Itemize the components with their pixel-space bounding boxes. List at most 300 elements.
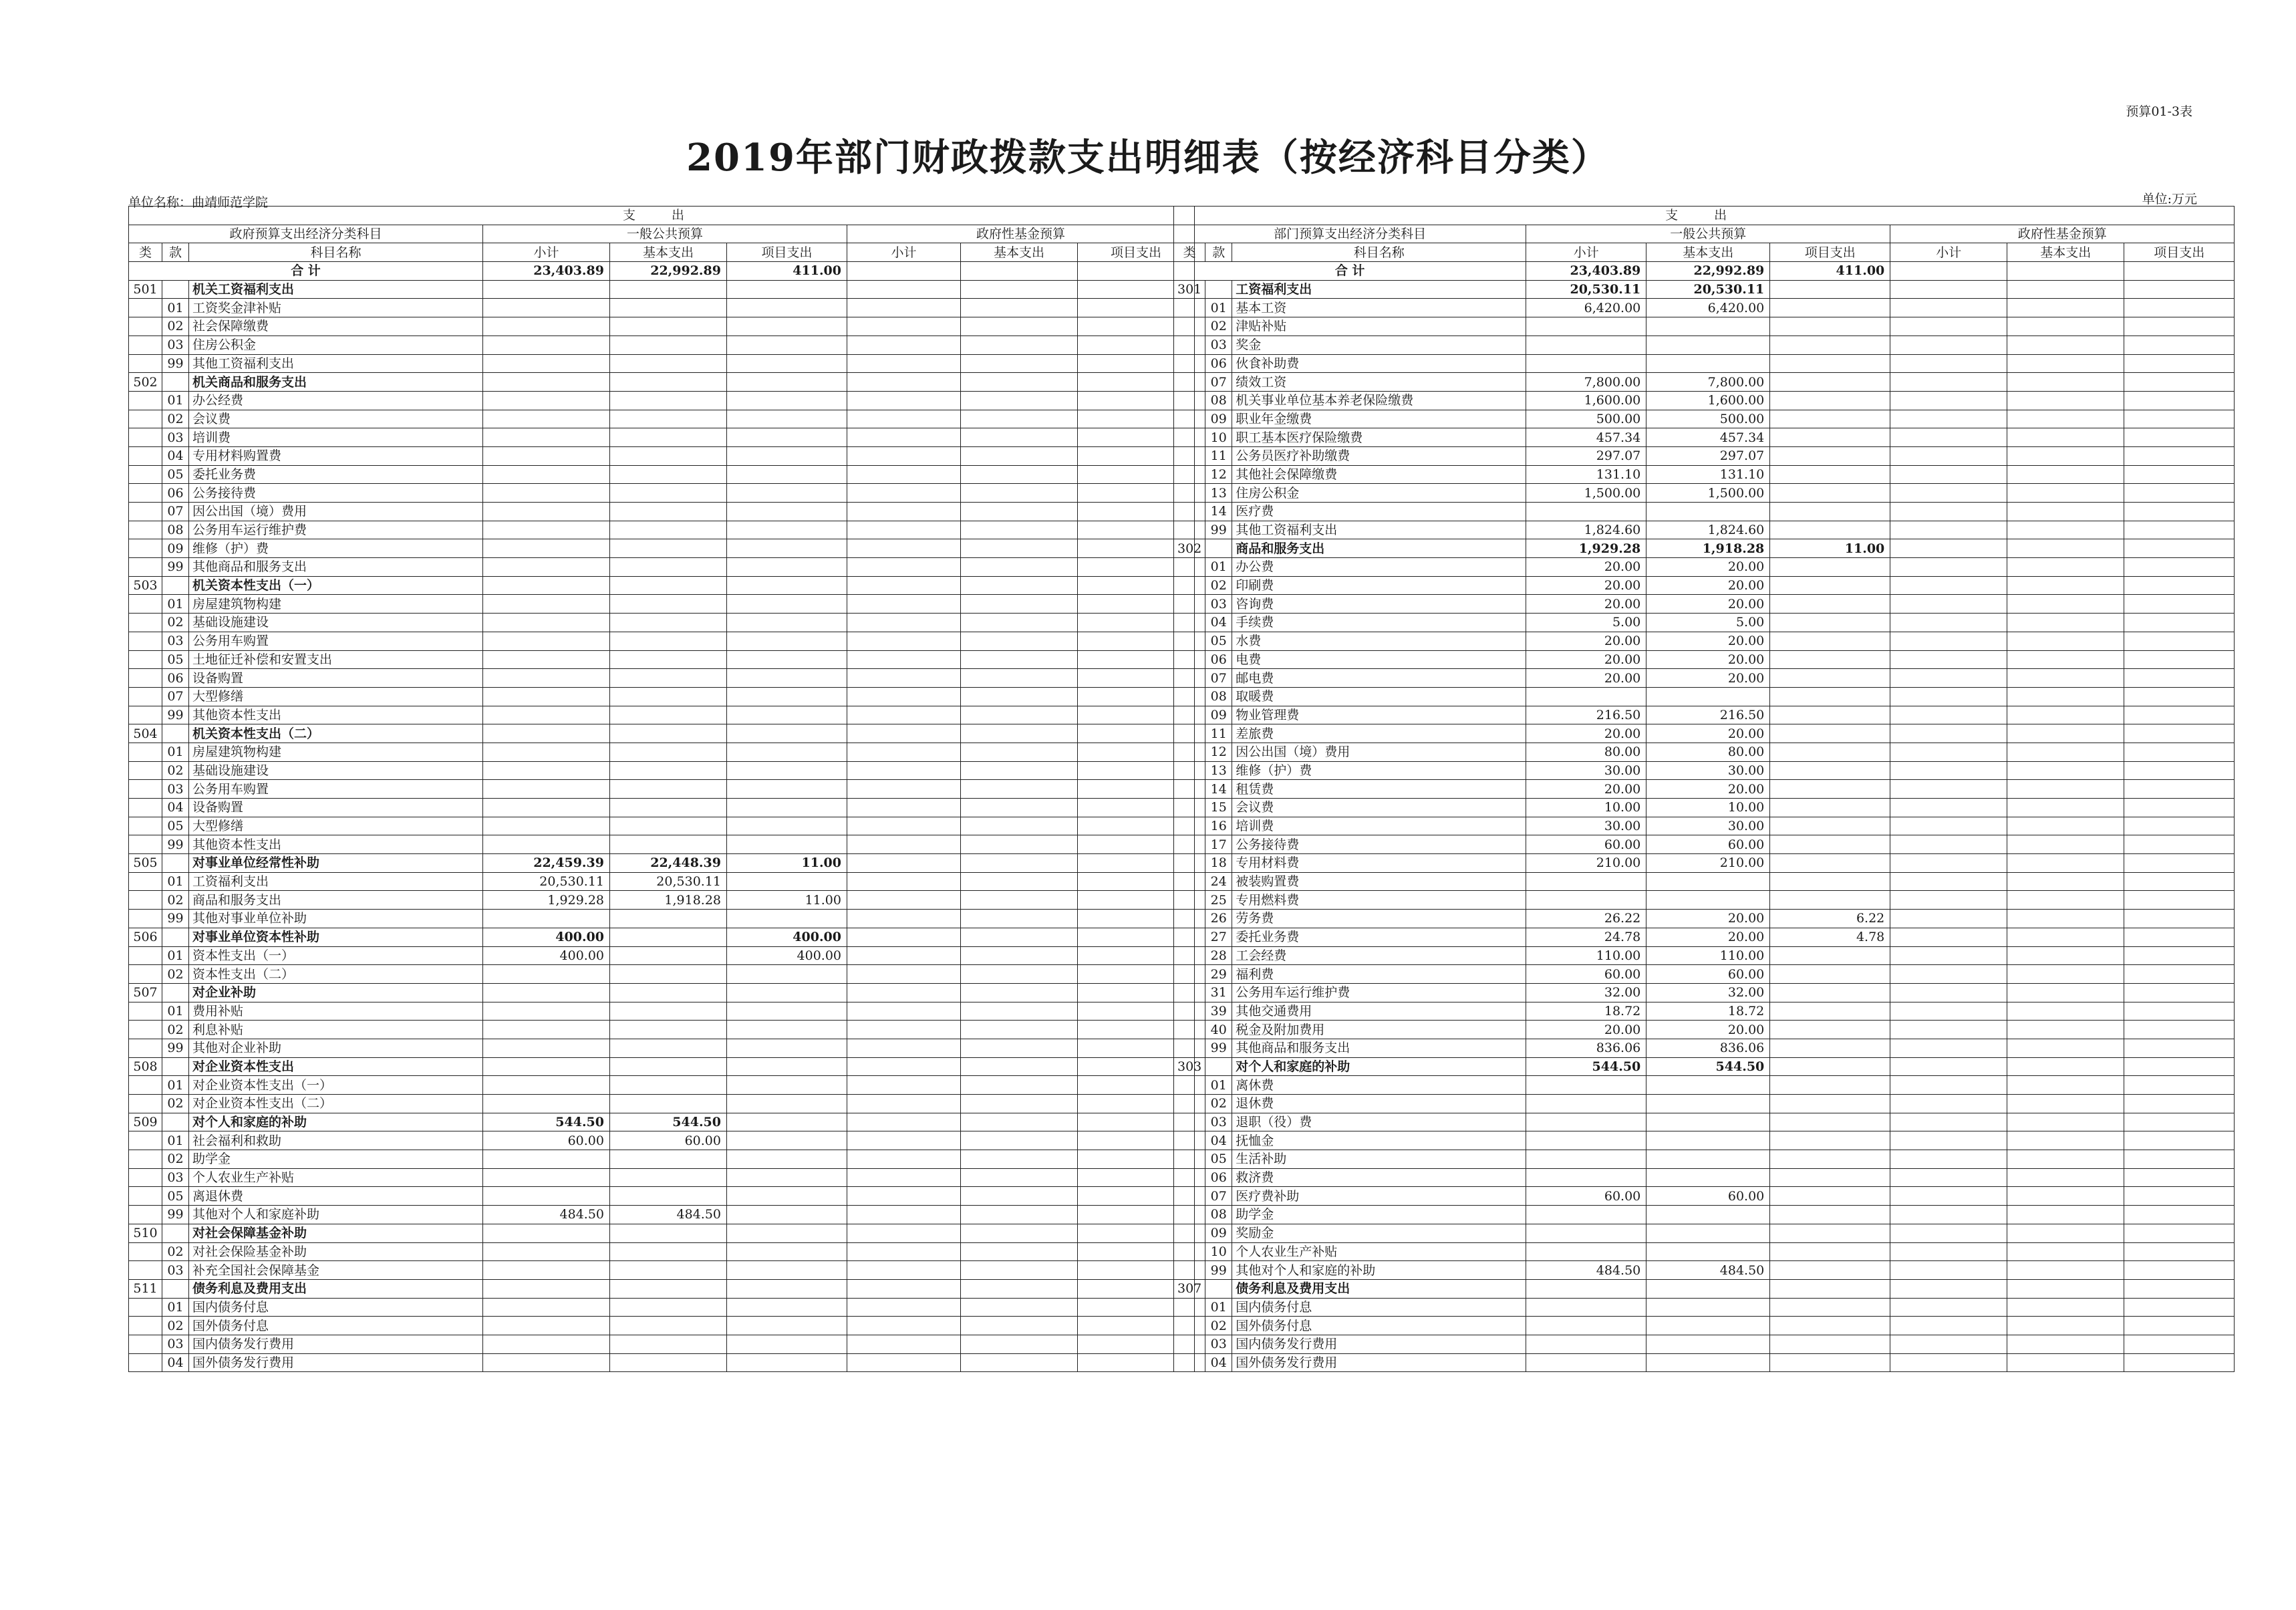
subject-name-cell: 费用补贴 [189, 1002, 483, 1021]
fund-project-cell [2124, 1317, 2235, 1335]
fund-basic-cell [961, 465, 1078, 484]
fund-basic-cell [961, 669, 1078, 688]
kuan-cell: 01 [1205, 299, 1232, 317]
fund-subtotal-cell [847, 724, 961, 743]
project-cell [727, 1298, 847, 1317]
basic-cell [1646, 1131, 1770, 1150]
project-cell [1770, 1131, 1890, 1150]
fund-basic-cell [961, 817, 1078, 835]
lei-cell [1174, 1187, 1205, 1206]
kuan-cell: 12 [1205, 743, 1232, 761]
fund-project-cell [2124, 521, 2235, 539]
category-row [1174, 280, 2235, 299]
table-row [1174, 1113, 2235, 1131]
subject-name-cell: 助学金 [189, 1150, 483, 1169]
lei-cell [1174, 743, 1205, 761]
fund-basic-cell [2007, 336, 2124, 354]
lei-cell: 509 [129, 1113, 162, 1131]
project-cell [727, 280, 847, 299]
fund-subtotal-cell [847, 1317, 961, 1335]
subtotal-cell: 7,800.00 [1526, 373, 1646, 392]
subject-name-cell: 国外债务付息 [1232, 1317, 1526, 1335]
subtotal-cell: 1,929.28 [1526, 539, 1646, 558]
basic-header: 基本支出 [1646, 243, 1770, 262]
fund-subtotal-cell [847, 891, 961, 910]
project-cell [1770, 1206, 1890, 1224]
fund-project-cell [2124, 391, 2235, 410]
subject-name-cell: 对企业资本性支出 [189, 1057, 483, 1076]
basic-cell: 5.00 [1646, 614, 1770, 632]
basic-cell: 484.50 [1646, 1261, 1770, 1280]
fund-project-cell [2124, 687, 2235, 706]
subject-name-cell: 医疗费补助 [1232, 1187, 1526, 1206]
kuan-cell: 02 [162, 965, 189, 984]
fund-subtotal-cell [1890, 817, 2007, 835]
fund-subtotal-cell [1890, 1298, 2007, 1317]
lei-cell [129, 1168, 162, 1187]
fund-basic-cell [961, 1261, 1078, 1280]
basic-cell [610, 761, 727, 780]
lei-cell [1174, 1224, 1205, 1242]
fund-subtotal-cell [847, 650, 961, 669]
lei-cell [1174, 391, 1205, 410]
fund-basic-cell [2007, 669, 2124, 688]
project-cell [1770, 743, 1890, 761]
subject-name-cell: 对个人和家庭的补助 [1232, 1057, 1526, 1076]
kuan-cell: 08 [1205, 1206, 1232, 1224]
kuan-cell: 13 [1205, 484, 1232, 503]
subject-name-cell: 社会福利和救助 [189, 1131, 483, 1150]
subtotal-cell [483, 835, 610, 854]
subtotal-cell [483, 706, 610, 724]
subject-name-cell: 房屋建筑物构建 [189, 595, 483, 614]
subject-header: 政府预算支出经济分类科目 [129, 225, 483, 243]
subject-name-cell: 培训费 [189, 428, 483, 447]
kuan-cell: 01 [162, 946, 189, 965]
fund-subtotal-cell [847, 1206, 961, 1224]
subtotal-cell [1526, 891, 1646, 910]
project-cell [1770, 465, 1890, 484]
lei-cell [129, 761, 162, 780]
table-row [129, 484, 1195, 503]
project-cell: 4.78 [1770, 928, 1890, 946]
kuan-cell: 99 [162, 1039, 189, 1057]
kuan-cell: 02 [162, 317, 189, 336]
subtotal-cell: 110.00 [1526, 946, 1646, 965]
fund-basic-cell [961, 910, 1078, 928]
fund-subtotal-cell [847, 317, 961, 336]
fund-subtotal-cell [1890, 1168, 2007, 1187]
lei-cell [1174, 576, 1205, 595]
project-cell [1770, 1224, 1890, 1242]
fund-subtotal-cell [1890, 780, 2007, 799]
fund-basic-cell [2007, 373, 2124, 392]
table-row [129, 965, 1195, 984]
lei-cell [1174, 465, 1205, 484]
basic-cell: 20.00 [1646, 669, 1770, 688]
kuan-cell: 03 [162, 780, 189, 799]
subtotal-cell: 60.00 [1526, 1187, 1646, 1206]
kuan-cell: 01 [162, 391, 189, 410]
table-row [1174, 354, 2235, 373]
lei-cell [1174, 965, 1205, 984]
project-cell: 11.00 [1770, 539, 1890, 558]
project-cell [1770, 965, 1890, 984]
subject-name-cell: 住房公积金 [1232, 484, 1526, 503]
fund-project-cell [2124, 1002, 2235, 1021]
fund-basic-cell [961, 872, 1078, 891]
basic-cell [610, 1168, 727, 1187]
fund-basic-cell [961, 391, 1078, 410]
project-cell [727, 1168, 847, 1187]
table-row [129, 391, 1195, 410]
lei-cell [129, 835, 162, 854]
lei-cell [1174, 1242, 1205, 1261]
fund-subtotal-cell [1890, 1353, 2007, 1372]
lei-cell [129, 1021, 162, 1039]
subtotal-cell: 20.00 [1526, 576, 1646, 595]
project-cell [727, 687, 847, 706]
project-cell [1770, 336, 1890, 354]
project-cell [727, 1206, 847, 1224]
kuan-cell: 05 [162, 1187, 189, 1206]
lei-cell [1174, 983, 1205, 1002]
basic-cell: 20.00 [1646, 650, 1770, 669]
fund-basic-cell [2007, 928, 2124, 946]
lei-cell [1174, 503, 1205, 521]
subject-name-cell: 基础设施建设 [189, 614, 483, 632]
subject-name-cell: 其他对企业补助 [189, 1039, 483, 1057]
kuan-cell: 39 [1205, 1002, 1232, 1021]
subject-name-cell: 医疗费 [1232, 503, 1526, 521]
subtotal-cell: 20.00 [1526, 1021, 1646, 1039]
project-cell [727, 317, 847, 336]
subtotal-cell [483, 614, 610, 632]
basic-cell [610, 595, 727, 614]
table-row [1174, 632, 2235, 650]
kuan-cell: 02 [162, 614, 189, 632]
kuan-cell: 01 [162, 595, 189, 614]
project-cell [1770, 1298, 1890, 1317]
kuan-cell: 29 [1205, 965, 1232, 984]
kuan-cell: 06 [1205, 1168, 1232, 1187]
project-cell [727, 983, 847, 1002]
subtotal-cell [1526, 1298, 1646, 1317]
project-cell [727, 1021, 847, 1039]
basic-cell [610, 687, 727, 706]
lei-cell [1174, 872, 1205, 891]
subtotal-cell [483, 1261, 610, 1280]
total-row [129, 262, 1195, 281]
fund-subtotal-cell [847, 465, 961, 484]
fund-basic-cell [961, 1113, 1078, 1131]
project-cell: 11.00 [727, 891, 847, 910]
fund-project-cell [2124, 799, 2235, 817]
basic-cell [610, 1353, 727, 1372]
lei-cell [1174, 446, 1205, 465]
fund-basic-cell [2007, 650, 2124, 669]
kuan-cell: 05 [1205, 1150, 1232, 1169]
subject-name-cell: 公务用车购置 [189, 780, 483, 799]
fund-project-cell [2124, 428, 2235, 447]
expend-header: 支 出 [1174, 207, 2235, 225]
lei-cell: 502 [129, 373, 162, 392]
fund-basic-cell [2007, 1021, 2124, 1039]
subject-name-cell: 个人农业生产补贴 [1232, 1242, 1526, 1261]
subject-name-cell: 工资福利支出 [1232, 280, 1526, 299]
fund-subtotal-cell [1890, 799, 2007, 817]
basic-cell: 297.07 [1646, 446, 1770, 465]
fund-basic-cell [961, 632, 1078, 650]
basic-cell [610, 1057, 727, 1076]
kuan-cell: 12 [1205, 465, 1232, 484]
kuan-cell: 01 [162, 1002, 189, 1021]
fund-basic-cell [2007, 1206, 2124, 1224]
project-cell [1770, 1335, 1890, 1353]
fund-subtotal-cell [1890, 1057, 2007, 1076]
subject-name-cell: 被装购置费 [1232, 872, 1526, 891]
fund-subtotal-header: 小计 [847, 243, 961, 262]
table-row [129, 1131, 1195, 1150]
fund-basic-cell [2007, 1317, 2124, 1335]
fund-basic-cell [2007, 317, 2124, 336]
subject-name-cell: 物业管理费 [1232, 706, 1526, 724]
fund-project-cell [2124, 1335, 2235, 1353]
category-row [129, 724, 1195, 743]
project-cell [1770, 1150, 1890, 1169]
lei-cell [129, 558, 162, 577]
fund-subtotal-cell [1890, 706, 2007, 724]
fund-project-cell [2124, 946, 2235, 965]
fund-subtotal-cell [1890, 835, 2007, 854]
fund-project-cell [2124, 650, 2235, 669]
project-cell [727, 1242, 847, 1261]
project-cell [1770, 1242, 1890, 1261]
fund-basic-cell [961, 687, 1078, 706]
fund-subtotal-cell [847, 965, 961, 984]
subject-name-cell: 会议费 [1232, 799, 1526, 817]
table-row [1174, 576, 2235, 595]
fund-basic-cell [961, 428, 1078, 447]
table-row [129, 799, 1195, 817]
lei-cell [1174, 1131, 1205, 1150]
fund-subtotal-cell [847, 336, 961, 354]
fund-basic-cell [961, 1168, 1078, 1187]
fund-project-cell [2124, 1168, 2235, 1187]
fund-basic-cell [961, 1021, 1078, 1039]
basic-cell [610, 1021, 727, 1039]
subject-name-cell: 奖励金 [1232, 1224, 1526, 1242]
table-row [129, 1187, 1195, 1206]
basic-cell [1646, 1242, 1770, 1261]
subject-name-cell: 对社会保险基金补助 [189, 1242, 483, 1261]
fund-basic-cell [2007, 910, 2124, 928]
table-row [1174, 817, 2235, 835]
fund-basic-cell [2007, 558, 2124, 577]
subtotal-cell [483, 799, 610, 817]
fund-basic-cell [961, 1224, 1078, 1242]
kuan-cell: 06 [1205, 354, 1232, 373]
basic-cell: 544.50 [1646, 1057, 1770, 1076]
lei-cell [1174, 632, 1205, 650]
fund-basic-cell [961, 650, 1078, 669]
fund-basic-cell [961, 724, 1078, 743]
subject-name-cell: 手续费 [1232, 614, 1526, 632]
subtotal-cell [483, 1242, 610, 1261]
project-cell [727, 965, 847, 984]
basic-cell [610, 817, 727, 835]
fund-subtotal-cell [1890, 539, 2007, 558]
subtotal-cell [483, 1298, 610, 1317]
kuan-cell: 02 [1205, 317, 1232, 336]
subject-name-cell: 公务用车购置 [189, 632, 483, 650]
kuan-cell: 13 [1205, 761, 1232, 780]
kuan-cell: 03 [1205, 1335, 1232, 1353]
subtotal-cell: 23,403.89 [483, 262, 610, 281]
fund-subtotal-cell [1890, 484, 2007, 503]
basic-cell [1646, 1095, 1770, 1113]
subject-name-cell: 其他商品和服务支出 [1232, 1039, 1526, 1057]
fund-subtotal-cell [847, 910, 961, 928]
subtotal-cell [483, 521, 610, 539]
basic-cell [610, 446, 727, 465]
kuan-cell: 02 [162, 1021, 189, 1039]
kuan-cell [162, 1057, 189, 1076]
fund-project-cell [2124, 724, 2235, 743]
fund-basic-cell [2007, 576, 2124, 595]
general-budget-header: 一般公共预算 [1526, 225, 1890, 243]
lei-cell [129, 317, 162, 336]
subject-name-cell: 其他工资福利支出 [189, 354, 483, 373]
lei-cell [129, 1095, 162, 1113]
subtotal-cell [483, 983, 610, 1002]
kuan-cell: 99 [1205, 1039, 1232, 1057]
basic-cell [610, 558, 727, 577]
basic-cell [610, 1242, 727, 1261]
kuan-cell: 01 [162, 1076, 189, 1095]
subtotal-cell: 1,500.00 [1526, 484, 1646, 503]
subject-name-cell: 津贴补贴 [1232, 317, 1526, 336]
fund-project-cell [2124, 1187, 2235, 1206]
table-row [1174, 928, 2235, 946]
fund-basic-cell [2007, 780, 2124, 799]
project-cell [1770, 299, 1890, 317]
fund-basic-cell [961, 1353, 1078, 1372]
basic-cell: 216.50 [1646, 706, 1770, 724]
fund-project-cell [2124, 373, 2235, 392]
fund-subtotal-cell [847, 761, 961, 780]
lei-cell [1174, 854, 1205, 873]
basic-cell: 20.00 [1646, 558, 1770, 577]
basic-cell [610, 928, 727, 946]
basic-cell [610, 1298, 727, 1317]
subtotal-cell: 1,929.28 [483, 891, 610, 910]
fund-project-cell [2124, 1057, 2235, 1076]
subject-name-cell: 公务接待费 [189, 484, 483, 503]
table-row [129, 1206, 1195, 1224]
table-row [1174, 558, 2235, 577]
kuan-cell: 02 [1205, 1095, 1232, 1113]
kuan-cell: 04 [162, 1353, 189, 1372]
subtotal-cell [483, 1187, 610, 1206]
fund-basic-cell [2007, 521, 2124, 539]
subtotal-cell: 5.00 [1526, 614, 1646, 632]
table-row [129, 465, 1195, 484]
kuan-cell: 03 [1205, 595, 1232, 614]
project-cell [727, 799, 847, 817]
basic-cell: 20.00 [1646, 1021, 1770, 1039]
subtotal-cell [1526, 1353, 1646, 1372]
basic-cell [610, 391, 727, 410]
left-table-body [129, 262, 1195, 1372]
lei-cell [129, 817, 162, 835]
fund-project-cell [2124, 558, 2235, 577]
table-row [1174, 872, 2235, 891]
lei-cell [129, 539, 162, 558]
category-row [129, 1279, 1195, 1298]
fund-basic-cell [2007, 1279, 2124, 1298]
subtotal-cell [1526, 1242, 1646, 1261]
basic-cell: 500.00 [1646, 410, 1770, 428]
table-row [1174, 965, 2235, 984]
subject-name-cell: 离休费 [1232, 1076, 1526, 1095]
kuan-cell [1205, 280, 1232, 299]
kuan-cell: 04 [162, 446, 189, 465]
subject-name-cell: 助学金 [1232, 1206, 1526, 1224]
project-cell [1770, 817, 1890, 835]
unit-label: 单位:万元 [2142, 192, 2197, 207]
subtotal-cell [483, 669, 610, 688]
lei-cell [1174, 336, 1205, 354]
subject-name-cell: 债务利息及费用支出 [189, 1279, 483, 1298]
subtotal-cell [483, 503, 610, 521]
subject-name-cell: 抚恤金 [1232, 1131, 1526, 1150]
fund-project-cell [2124, 872, 2235, 891]
basic-cell [1646, 1298, 1770, 1317]
subject-name-cell: 对事业单位资本性补助 [189, 928, 483, 946]
project-cell [1770, 614, 1890, 632]
kuan-cell: 02 [162, 1317, 189, 1335]
lei-cell [1174, 706, 1205, 724]
fund-subtotal-cell [1890, 891, 2007, 910]
table-row [1174, 687, 2235, 706]
subtotal-cell [483, 817, 610, 835]
lei-cell [129, 354, 162, 373]
project-cell [727, 632, 847, 650]
lei-cell [1174, 1039, 1205, 1057]
project-cell [1770, 946, 1890, 965]
fund-project-cell [2124, 1279, 2235, 1298]
lei-cell [1174, 946, 1205, 965]
basic-cell [610, 280, 727, 299]
project-cell [1770, 1021, 1890, 1039]
fund-basic-cell [2007, 1095, 2124, 1113]
fund-basic-header: 基本支出 [961, 243, 1078, 262]
lei-cell [1174, 1335, 1205, 1353]
lei-cell [1174, 1002, 1205, 1021]
fund-basic-cell [2007, 687, 2124, 706]
basic-cell [1646, 1335, 1770, 1353]
subtotal-cell [483, 650, 610, 669]
basic-cell [610, 632, 727, 650]
fund-subtotal-cell [847, 539, 961, 558]
fund-subtotal-cell [1890, 687, 2007, 706]
lei-cell [1174, 1095, 1205, 1113]
lei-cell [129, 1131, 162, 1150]
fund-basic-cell [961, 1150, 1078, 1169]
lei-cell [1174, 428, 1205, 447]
subject-name-cell: 机关商品和服务支出 [189, 373, 483, 392]
